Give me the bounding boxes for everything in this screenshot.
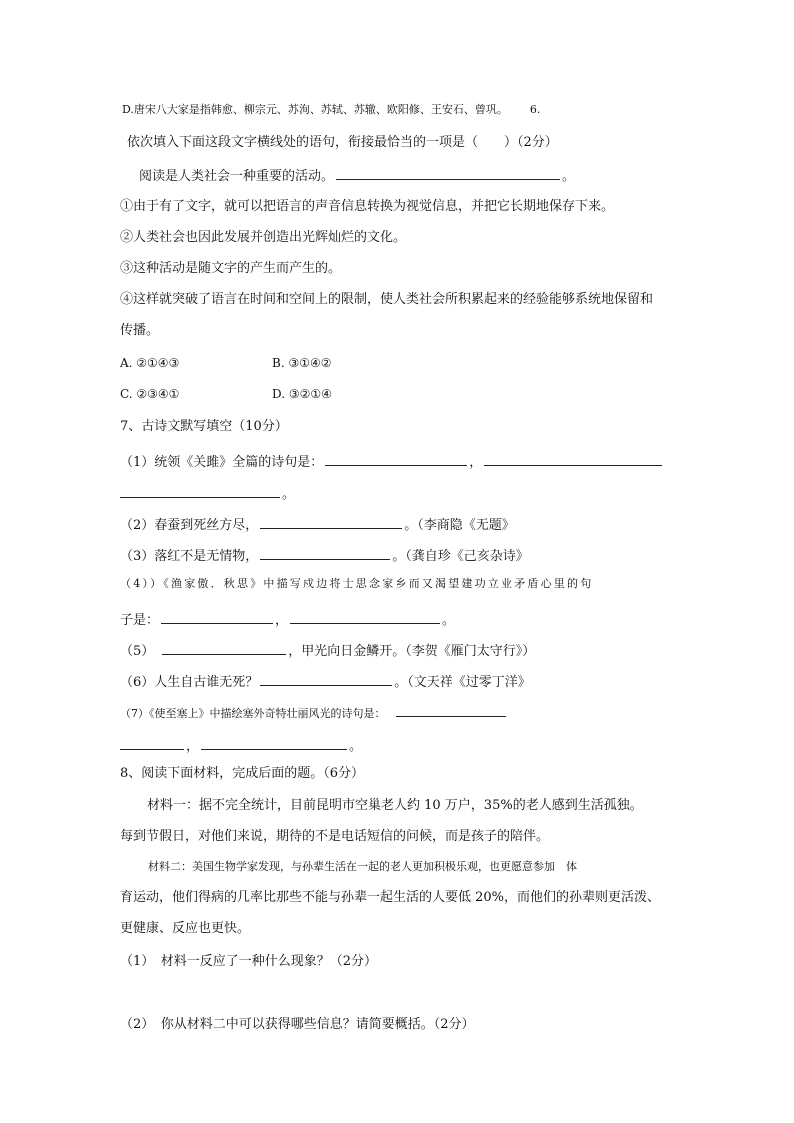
q6-sentence-4: ④这样就突破了语言在时间和空间上的限制，使人类社会所积累起来的经验能够系统地保留和	[120, 292, 654, 307]
q6-sentence-2: ②人类社会也因此发展并创造出光辉灿烂的文化。	[120, 230, 407, 245]
q7-item-1-blank-b[interactable]	[484, 452, 662, 466]
q7-item-4-end: 。	[442, 613, 456, 628]
q8-material-2-line-2: 育运动，他们得病的几率比那些不能与孙辈一起生活的人要低 20%，而他们的孙辈则更活泼、	[120, 890, 661, 905]
q8-subquestion-1: （1） 材料一反应了一种什么现象？（2分）	[120, 954, 378, 969]
q7-item-7-end: 。	[349, 739, 363, 754]
q6-passage-lead	[139, 166, 575, 183]
q7-item-3-source: 。（龚自珍《己亥杂诗》	[392, 549, 529, 564]
q6-option-d: D. ③②①④	[272, 387, 332, 401]
q7-item-3-blank[interactable]	[260, 546, 390, 560]
q7-item-4-label: 子是：	[120, 613, 160, 628]
q8-subquestion-2: （2） 你从材料二中可以获得哪些信息？请简要概括。（2分）	[120, 1017, 475, 1032]
q7-title: 7、古诗文默写填空（10分）	[120, 419, 288, 434]
q6-sentence-4-cont: 传播。	[120, 323, 160, 338]
q7-item-7-blank-b[interactable]	[120, 736, 184, 750]
q7-item-2	[120, 515, 515, 532]
q6-number: 6.	[529, 103, 541, 116]
q7-item-1-cont	[120, 484, 295, 501]
q6-blank[interactable]	[336, 166, 560, 180]
q6-option-b: B. ③①④②	[272, 356, 332, 370]
q7-item-2-blank[interactable]	[260, 515, 402, 529]
q7-item-5-label: （5）	[120, 644, 155, 659]
q7-item-6-text: （6）人生自古谁无死？	[120, 675, 259, 690]
q6-option-c: C. ②③④①	[120, 387, 180, 401]
q7-item-7-blank-a[interactable]	[396, 705, 506, 717]
q7-item-7-cont	[120, 736, 362, 753]
q7-item-4-blank-b[interactable]	[290, 610, 440, 624]
q7-item-4-cont	[120, 610, 455, 627]
q7-item-4: （4））《渔家傲．秋思》中描写戍边将士思念家乡而又渴望建功立业矛盾心里的句	[120, 577, 594, 590]
q7-item-5-blank[interactable]	[162, 641, 286, 655]
q6-passage-end: 。	[562, 169, 576, 184]
q7-item-3	[120, 546, 529, 563]
q7-item-7	[120, 705, 508, 719]
q7-item-1-blank-c[interactable]	[120, 484, 280, 498]
q7-item-5	[120, 641, 535, 658]
q7-item-1-comma: ，	[469, 455, 483, 470]
q6-stem: 依次填入下面这段文字横线处的语句，衔接最恰当的一项是（ ）（2分）	[127, 135, 558, 150]
q7-item-6-source: 。（文天祥《过零丁洋》	[394, 675, 531, 690]
q7-item-1-blank-a[interactable]	[325, 452, 467, 466]
q7-item-1	[120, 452, 664, 469]
q8-material-1-line-2: 每到节假日，对他们来说，期待的不是电话短信的问候，而是孩子的陪伴。	[120, 829, 550, 844]
q7-item-2-text: （2）春蚕到死丝方尽，	[120, 518, 259, 533]
q7-item-6	[120, 672, 531, 689]
q7-item-3-text: （3）落红不是无情物，	[120, 549, 259, 564]
q7-item-1-text: （1）统领《关雎》全篇的诗句是：	[120, 455, 324, 470]
q6-sentence-1: ①由于有了文字，就可以把语言的声音信息转换为视觉信息，并把它长期地保存下来。	[120, 199, 615, 214]
q6-sentence-3: ③这种活动是随文字的产生而产生的。	[120, 261, 342, 276]
q5-option-d-text: D.唐宋八大家是指韩愈、柳宗元、苏洵、苏轼、苏辙、欧阳修、王安石、曾巩。	[122, 103, 508, 116]
q7-item-4-blank-a[interactable]	[161, 610, 273, 624]
q8-material-1-line-1: 材料一：据不完全统计，目前昆明市空巢老人约 10 万户，35%的老人感到生活孤独。	[147, 798, 643, 813]
q6-passage-lead-text: 阅读是人类社会一种重要的活动。	[139, 169, 335, 184]
q7-item-7-blank-c[interactable]	[201, 736, 347, 750]
q7-item-4-comma: ，	[275, 613, 289, 628]
q7-item-6-blank[interactable]	[260, 672, 392, 686]
q7-item-7-comma: ，	[186, 739, 200, 754]
q8-material-2-line-1: 材料二：美国生物学家发现，与孙辈生活在一起的老人更加积极乐观，也更愿意参加 体	[148, 860, 577, 873]
q5-option-d	[122, 104, 540, 115]
q7-item-7-text: （7）《使至塞上》中描绘塞外奇特壮丽风光的诗句是：	[120, 707, 386, 720]
q8-title: 8、阅读下面材料，完成后面的题。（6分）	[120, 766, 365, 781]
q8-material-2-line-3: 更健康、反应也更快。	[120, 921, 251, 936]
q6-option-a: A. ②①④③	[120, 356, 180, 370]
q7-item-5-source: ，甲光向日金鳞开。（李贺《雁门太守行》）	[288, 644, 536, 659]
q7-item-1-end: 。	[282, 487, 296, 502]
q7-item-2-source: 。（李商隐《无题》	[404, 518, 515, 533]
